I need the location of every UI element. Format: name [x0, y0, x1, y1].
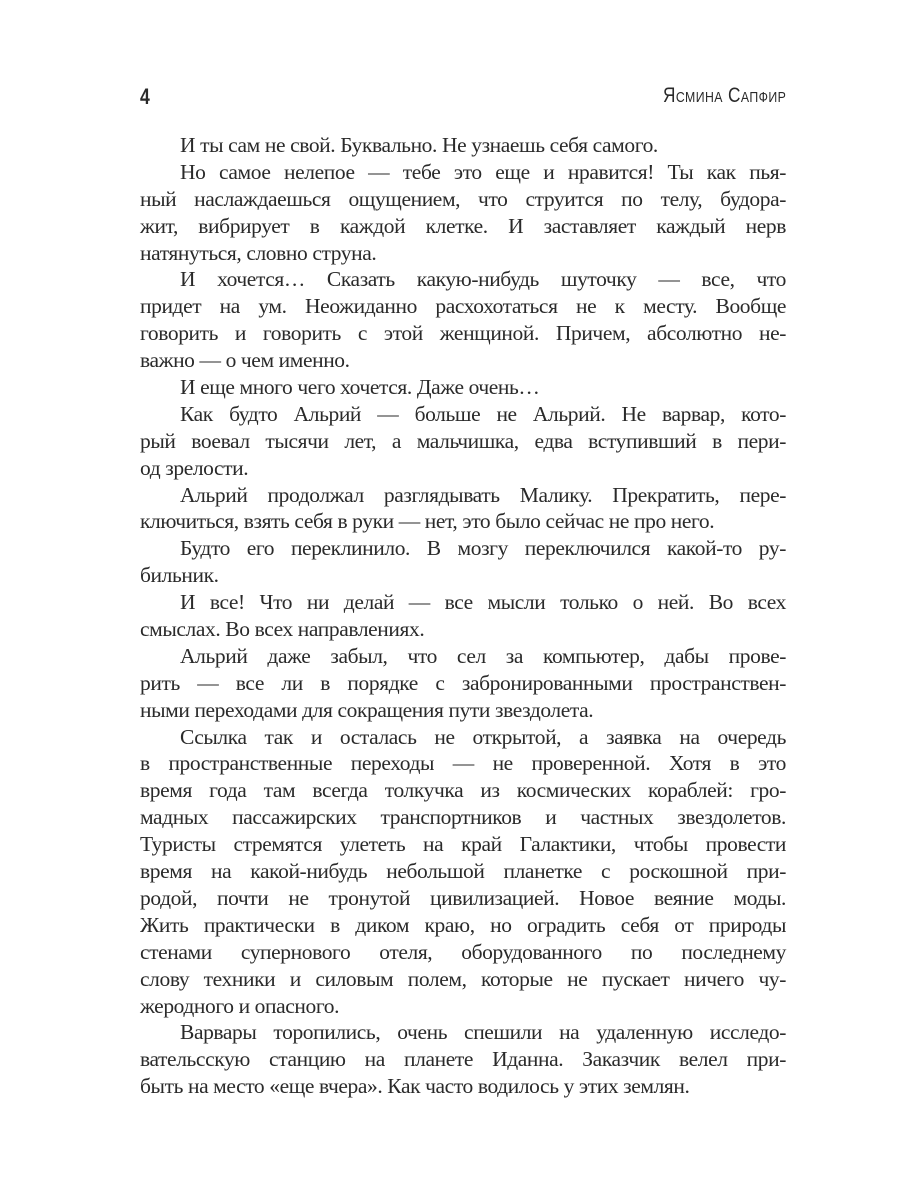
paragraph [140, 374, 786, 401]
text-line: быть на место «еще вчера». Как часто водилось у этих землян. [140, 1074, 690, 1099]
paragraph [140, 535, 786, 589]
paragraph [140, 132, 786, 159]
paragraph [140, 1019, 786, 1100]
text-line: время года там всегда толкучка из космических кораблей: гро- [140, 778, 786, 803]
paragraph [140, 401, 786, 482]
text-line: Жить практически в диком краю, но оградить себя от природы [140, 912, 786, 937]
text-line: время на какой-нибудь небольшой планетке с роскошной при- [140, 859, 786, 884]
text-line: И хочется… Сказать какую-нибудь шуточку — все, что [180, 267, 786, 292]
text-line: ными переходами для сокращения пути звездолета. [140, 697, 594, 722]
text-line: ный наслаждаешься ощущением, что струится по телу, будора- [140, 186, 786, 211]
text-line: рить — все ли в порядке с забронированными пространствен- [140, 670, 786, 695]
text-line: И еще много чего хочется. Даже очень… [180, 375, 540, 400]
text-line: родой, почти не тронутой цивилизацией. Новое веяние моды. [140, 885, 786, 910]
text-line: важно — о чем именно. [140, 348, 350, 373]
text-line: Варвары торопились, очень спешили на удаленную исследо- [180, 1020, 786, 1045]
text-line: Будто его переклинило. В мозгу переключился какой-то ру- [180, 536, 786, 561]
paragraph [140, 266, 786, 374]
text-line: говорить и говорить с этой женщиной. Причем, абсолютно не- [140, 321, 786, 346]
text-line: ключиться, взять себя в руки — нет, это было сейчас не про него. [140, 509, 715, 534]
paragraph [140, 724, 786, 1020]
text-line: натянуться, словно струна. [140, 240, 377, 265]
paragraph [140, 482, 786, 536]
text-line: смыслах. Во всех направлениях. [140, 617, 425, 642]
text-line: рый воевал тысячи лет, а мальчишка, едва вступивший в пери- [140, 428, 786, 453]
text-line: Ссылка так и осталась не открытой, а заявка на очередь [180, 724, 786, 749]
text-line: придет на ум. Неожиданно расхохотаться не к месту. Вообще [140, 294, 786, 319]
paragraph [140, 159, 786, 267]
text-line: И все! Что ни делай — все мысли только о ней. Во всех [180, 590, 786, 615]
text-line: од зрелости. [140, 455, 249, 480]
text-line: слову техники и силовым полем, которые не пускает ничего чу- [140, 966, 786, 991]
text-line: И ты сам не свой. Буквально. Не узнаешь себя самого. [180, 133, 658, 157]
text-line: Но самое нелепое — тебе это еще и нравится! Ты как пья- [180, 159, 786, 184]
text-line: жеродного и опасного. [140, 993, 340, 1018]
running-head-author: Ясмина Сапфир [662, 84, 786, 107]
text-line: Как будто Альрий — больше не Альрий. Не варвар, кото- [180, 401, 786, 426]
text-line: стенами супернового отеля, оборудованного по последнему [140, 939, 786, 964]
text-line: мадных пассажирских транспортников и частных звездолетов. [140, 805, 786, 830]
paragraph [140, 643, 786, 724]
text-line: вательсскую станцию на планете Иданна. Заказчик велел при- [140, 1047, 786, 1072]
paragraph [140, 589, 786, 643]
text-line: Альрий продолжал разглядывать Малику. Прекратить, пере- [180, 482, 786, 507]
body-text [140, 132, 786, 1100]
text-line: в пространственные переходы — не проверенной. Хотя в это [140, 751, 786, 776]
text-line: Туристы стремятся улететь на край Галактики, чтобы провести [140, 832, 786, 857]
text-line: жит, вибрирует в каждой клетке. И заставляет каждый нерв [140, 213, 786, 238]
page-number: 4 [140, 84, 150, 109]
text-line: бильник. [140, 563, 219, 588]
text-line: Альрий даже забыл, что сел за компьютер, дабы прове- [180, 643, 786, 668]
